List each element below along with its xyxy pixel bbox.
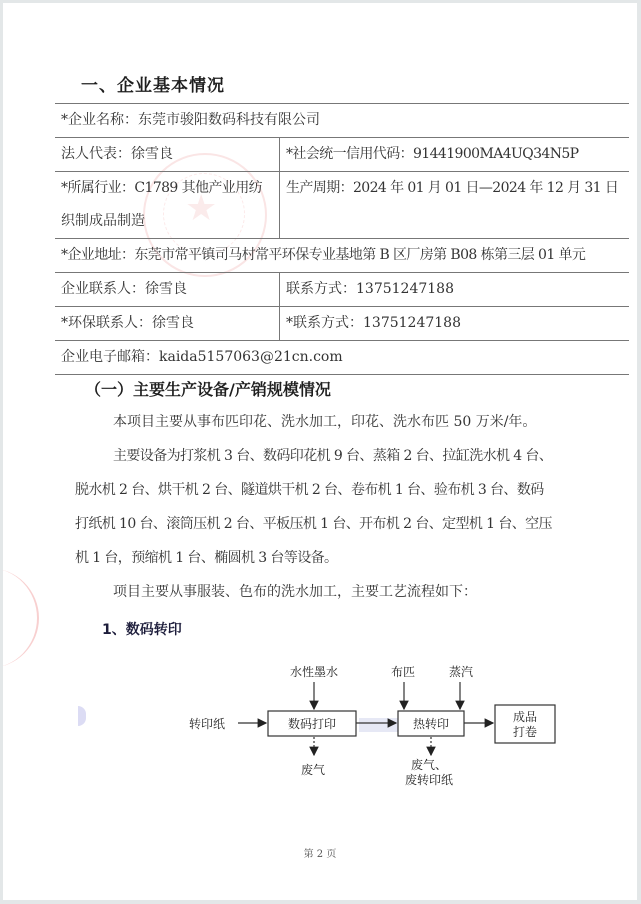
label-finished-line-2: 打卷 [512,725,538,739]
connector-highlight [359,718,399,732]
company-name-cell: *企业名称：东莞市骏阳数码科技有限公司 [61,112,320,128]
env-contact-phone-cell: *联系方式：13751247188 [286,315,461,331]
page-number: 第 2 页 [303,849,337,860]
paragraph-scale-text: 本项目主要从事布匹印花、洗水加工，印花、洗水布匹 50 万米/年。 [113,414,537,430]
env-contact-person-cell: *环保联系人：徐雪良 [55,307,280,340]
contact-person-cell: 企业联系人：徐雪良 [55,273,280,306]
label-transfer-paper: 转印纸 [188,717,226,731]
label-finished-line-1: 成品 [512,710,538,724]
seal-star-icon: ★ [185,188,218,229]
process-title: 1、数码转印 [102,622,182,638]
label-steam: 蒸汽 [448,665,474,679]
label-digital-print: 数码打印 [287,717,337,731]
contact-phone-cell: 联系方式：13751247188 [286,281,454,297]
credit-code-cell: *社会统一信用代码：91441900MA4UQ34N5P [286,146,579,162]
equipment-line-1: 主要设备为打浆机 3 台、数码印花机 9 台、蒸箱 2 台、拉缸洗水机 4 台、 [113,448,553,464]
label-ink: 水性墨水 [289,665,339,679]
section-title: 一、企业基本情况 [81,76,225,96]
equipment-line-2: 脱水机 2 台、烘干机 2 台、隧道烘干机 2 台、卷布机 1 台、验布机 3 台、数码 [75,482,544,498]
label-gas-1: 废气 [300,763,326,777]
production-period-text: 生产周期：2024 年 01 月 01 日—2024 年 12 月 31 日 [286,180,619,196]
address-cell: *企业地址：东莞市常平镇司马村常平环保专业基地第 B 区厂房第 B08 栋第三层 01 单元 [61,247,586,263]
legal-rep-cell: 法人代表：徐雪良 [55,138,280,171]
subsection-title: （一）主要生产设备/产销规模情况 [85,380,331,399]
label-gas-2-line-2: 废转印纸 [404,773,454,787]
equipment-line-4: 机 1 台，预缩机 1 台、椭圆机 3 台等设备。 [75,550,338,566]
industry-line-1: *所属行业：C1789 其他产业用纺 [61,180,262,196]
label-heat-transfer: 热转印 [412,717,450,731]
process-intro-text: 项目主要从事服装、色布的洗水加工，主要工艺流程如下： [113,584,477,600]
document-page [3,3,637,900]
email-cell: 企业电子邮箱：kaida5157063@21cn.com [61,349,343,365]
equipment-line-3: 打纸机 10 台、滚筒压机 2 台、平板压机 1 台、开布机 2 台、定型机 1 台、空压 [75,516,552,532]
process-flow-diagram [3,7,637,900]
label-gas-2-line-1: 废气、 [410,758,448,772]
label-fabric: 布匹 [390,665,416,679]
industry-line-2: 织制成品制造 [61,213,145,229]
